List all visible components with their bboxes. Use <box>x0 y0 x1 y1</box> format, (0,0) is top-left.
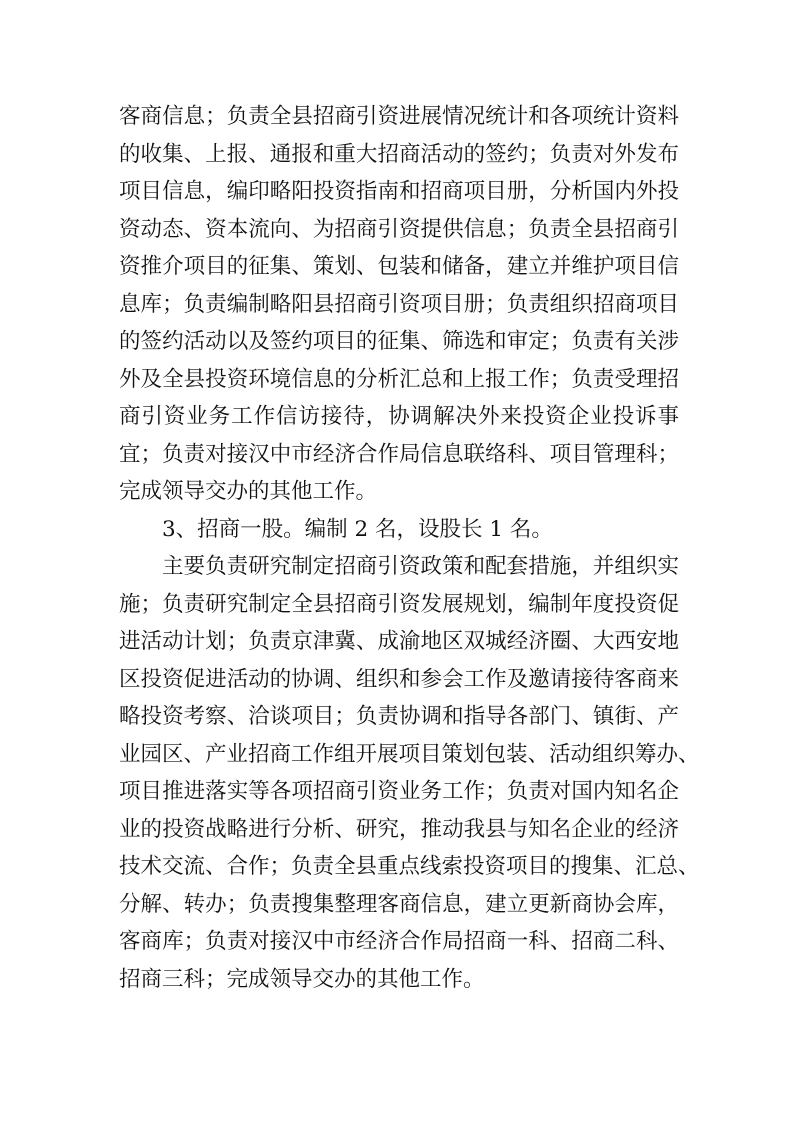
text-line: 区投资促进活动的协调、组织和参会工作及邀请接待客商来 <box>119 666 679 692</box>
text-line: 息库；负责编制略阳县招商引资项目册；负责组织招商项目 <box>119 291 679 317</box>
text-line: 进活动计划；负责京津冀、成渝地区双城经济圈、大西安地 <box>119 629 679 654</box>
paragraph-start-line: 主要负责研究制定招商引资政策和配套措施，并组织实 <box>162 554 679 579</box>
text-line: 业园区、产业招商工作组开展项目策划包装、活动组织筹办、 <box>119 741 700 767</box>
text-line: 客商信息；负责全县招商引资进展情况统计和各项统计资料 <box>119 104 679 129</box>
text-line: 资动态、资本流向、为招商引资提供信息；负责全县招商引 <box>119 216 679 242</box>
text-line: 外及全县投资环境信息的分析汇总和上报工作；负责受理招 <box>119 366 679 392</box>
text-line: 商引资业务工作信访接待，协调解决外来投资企业投诉事 <box>119 404 679 429</box>
text-line: 宜；负责对接汉中市经济合作局信息联络科、项目管理科； <box>119 441 679 467</box>
text-line: 招商三科；完成领导交办的其他工作。 <box>119 966 485 992</box>
text-line: 略投资考察、洽谈项目；负责协调和指导各部门、镇街、产 <box>119 704 679 729</box>
text-line: 分解、转办；负责搜集整理客商信息，建立更新商协会库， <box>119 891 679 917</box>
text-line: 业的投资战略进行分析、研究，推动我县与知名企业的经济 <box>119 816 679 842</box>
text-line: 技术交流、合作；负责全县重点线索投资项目的搜集、汇总、 <box>119 854 700 879</box>
text-line: 的签约活动以及签约项目的征集、筛选和审定；负责有关涉 <box>119 329 679 354</box>
text-line: 施；负责研究制定全县招商引资发展规划，编制年度投资促 <box>119 591 679 617</box>
text-line: 客商库；负责对接汉中市经济合作局招商一科、招商二科、 <box>119 929 679 954</box>
section-heading: 3、招商一股。编制 2 名，设股长 1 名。 <box>162 516 553 542</box>
text-line: 项目推进落实等各项招商引资业务工作；负责对国内知名企 <box>119 779 679 804</box>
body-text <box>119 98 700 998</box>
text-line: 的收集、上报、通报和重大招商活动的签约；负责对外发布 <box>119 141 679 167</box>
text-line: 项目信息，编印略阳投资指南和招商项目册，分析国内外投 <box>119 179 679 204</box>
text-line: 完成领导交办的其他工作。 <box>119 479 378 504</box>
text-line: 资推介项目的征集、策划、包装和储备，建立并维护项目信 <box>119 254 679 279</box>
